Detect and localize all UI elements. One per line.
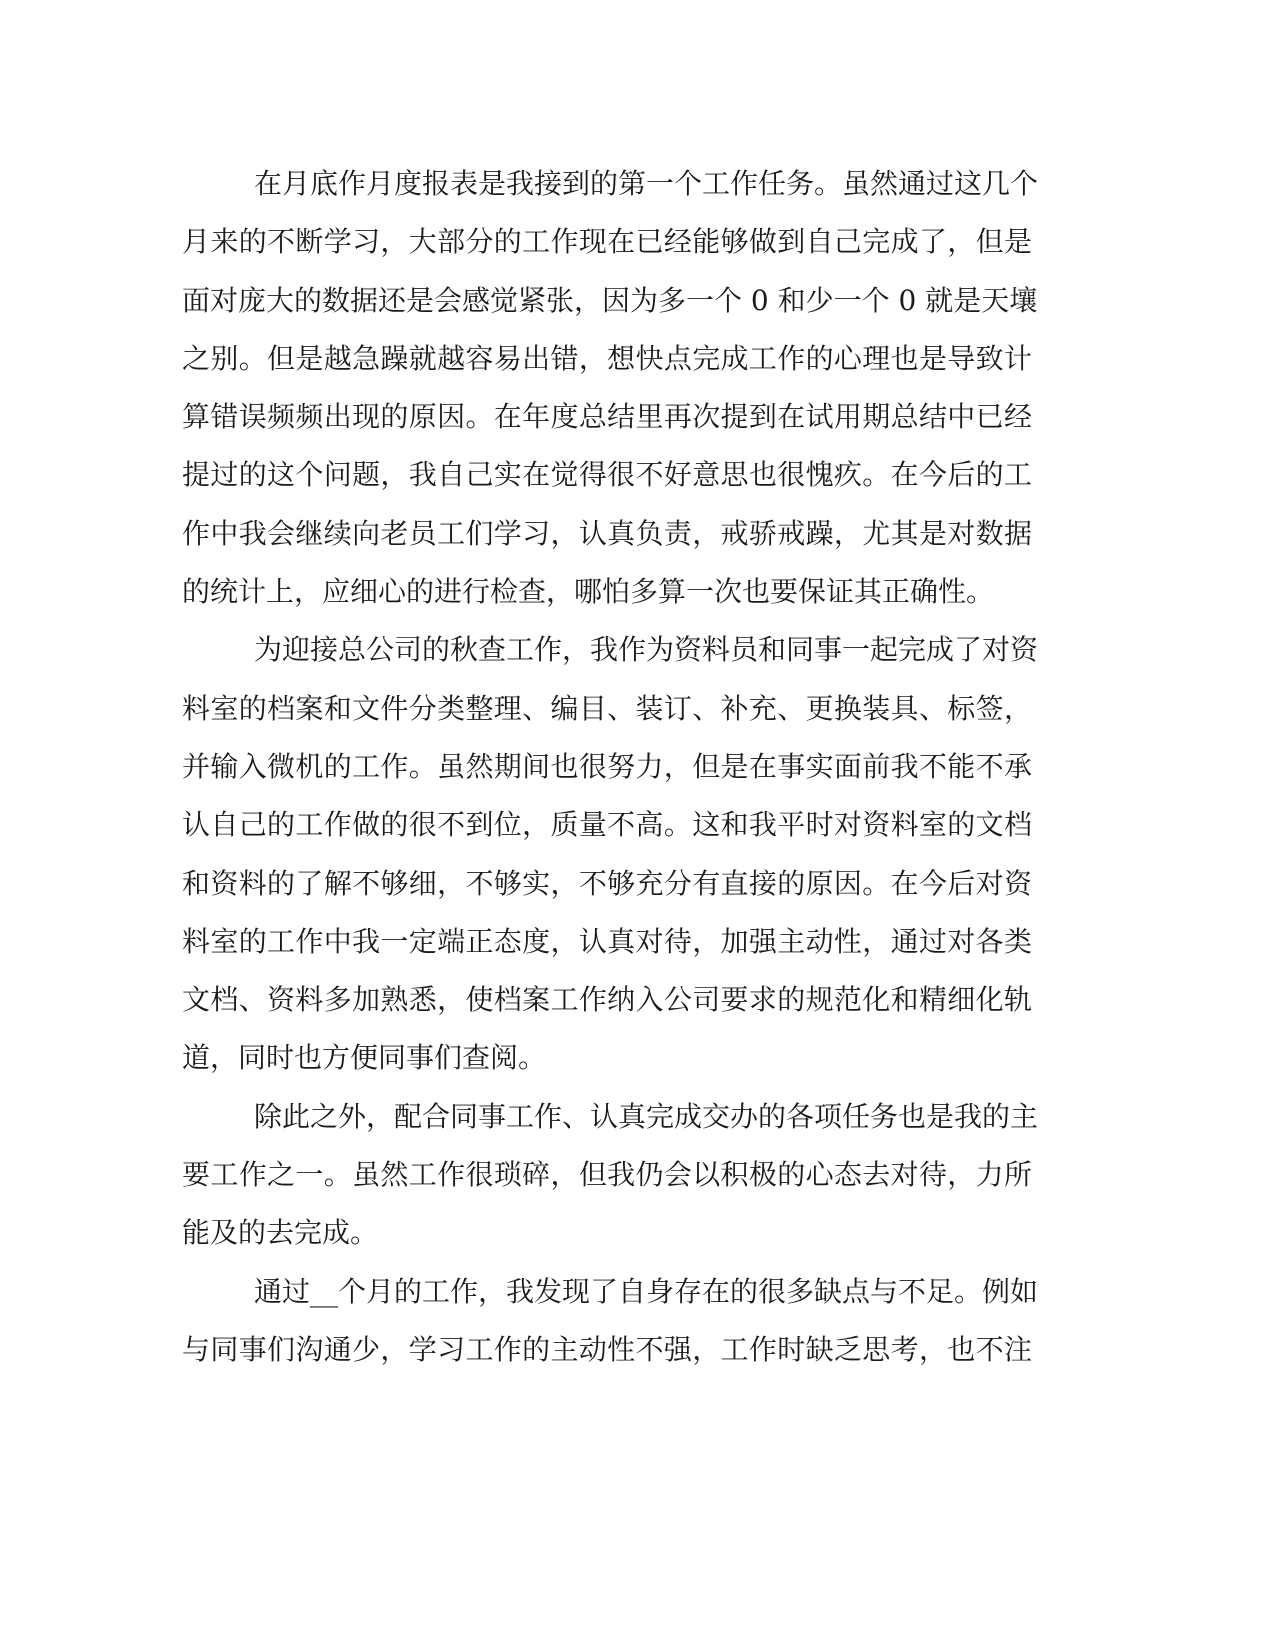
document-body [182, 155, 1039, 1379]
text-line: 算错误频频出现的原因。在年度总结里再次提到在试用期总结中已经 [182, 400, 1032, 434]
paragraph-other-tasks [182, 1088, 1039, 1263]
text-line: 道，同时也方便同事们查阅。 [182, 1041, 547, 1075]
text-line: 料室的档案和文件分类整理、编目、装订、补充、更换装具、标签， [182, 691, 1032, 725]
text-line: 文档、资料多加熟悉，使档案工作纳入公司要求的规范化和精细化轨 [182, 983, 1032, 1017]
text-line: 能及的去完成。 [182, 1216, 379, 1250]
text-line: 要工作之一。虽然工作很琐碎，但我仍会以积极的心态去对待，力所 [182, 1158, 1032, 1192]
paragraph-archive-work [182, 621, 1039, 1087]
text-line: 通过__个月的工作，我发现了自身存在的很多缺点与不足。例如 [254, 1274, 1039, 1308]
paragraph-monthly-report [182, 155, 1039, 621]
text-line: 之别。但是越急躁就越容易出错，想快点完成工作的心理也是导致计 [182, 341, 1032, 375]
text-line: 与同事们沟通少，学习工作的主动性不强，工作时缺乏思考，也不注 [182, 1332, 1032, 1366]
text-line: 料室的工作中我一定端正态度，认真对待，加强主动性，通过对各类 [182, 924, 1032, 958]
text-line: 月来的不断学习，大部分的工作现在已经能够做到自己完成了，但是 [182, 225, 1032, 259]
text-line: 提过的这个问题，我自己实在觉得很不好意思也很愧疚。在今后的工 [182, 458, 1032, 492]
text-line: 在月底作月度报表是我接到的第一个工作任务。虽然通过这几个 [254, 167, 1039, 200]
paragraph-shortcomings [182, 1263, 1039, 1380]
text-line: 和资料的了解不够细，不够实，不够充分有直接的原因。在今后对资 [182, 866, 1032, 900]
text-line: 的统计上，应细心的进行检查，哪怕多算一次也要保证其正确性。 [182, 575, 995, 609]
text-line: 除此之外，配合同事工作、认真完成交办的各项任务也是我的主 [254, 1099, 1039, 1133]
text-line: 认自己的工作做的很不到位，质量不高。这和我平时对资料室的文档 [182, 808, 1032, 842]
text-line: 作中我会继续向老员工们学习，认真负责，戒骄戒躁，尤其是对数据 [182, 516, 1032, 550]
text-line: 面对庞大的数据还是会感觉紧张，因为多一个 0 和少一个 0 就是天壤 [182, 283, 1038, 317]
text-line: 并输入微机的工作。虽然期间也很努力，但是在事实面前我不能不承 [182, 749, 1032, 783]
text-line: 为迎接总公司的秋查工作，我作为资料员和同事一起完成了对资 [254, 633, 1039, 667]
